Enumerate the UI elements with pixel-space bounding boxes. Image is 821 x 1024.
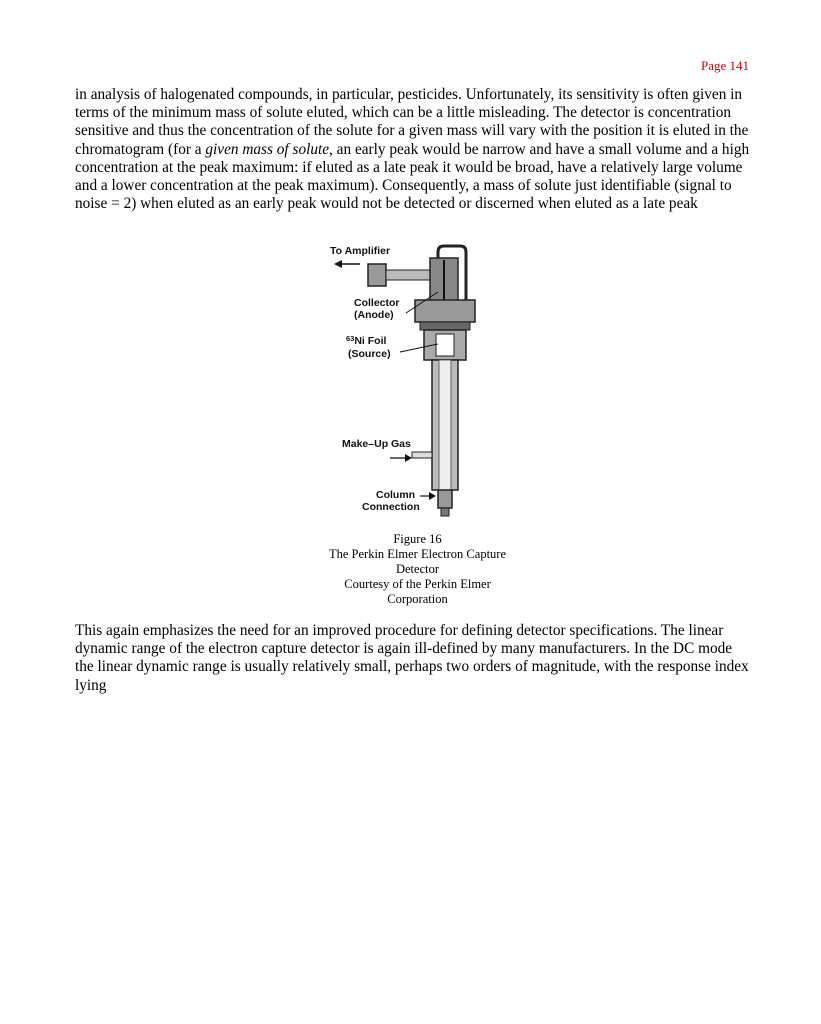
figure-caption bbox=[300, 532, 535, 607]
amplifier-arrowhead bbox=[334, 260, 342, 268]
label-collector: Collector bbox=[354, 297, 400, 309]
seal-plate bbox=[420, 322, 470, 330]
label-anode: (Anode) bbox=[354, 309, 394, 321]
clamp-block bbox=[415, 300, 475, 322]
caption-line-1: Figure 16 bbox=[393, 532, 442, 546]
label-ni-foil bbox=[346, 334, 387, 347]
paragraph-2: This again emphasizes the need for an improved procedure for defining detector specifications. The linear dynamic range of the electron capture detector is again ill-defined by many manufacturers. In the DC mode the linear dynamic range is usually relatively small, perhaps two orders of magnitude, with the response index lying bbox=[75, 622, 749, 694]
column-fitting bbox=[438, 490, 452, 508]
caption-line-5: Corporation bbox=[387, 592, 448, 606]
amplifier-connector bbox=[368, 264, 386, 286]
tube-bore bbox=[439, 360, 451, 490]
label-source: (Source) bbox=[348, 348, 391, 360]
detector-diagram bbox=[320, 240, 500, 530]
label-ni-foil-main: Ni Foil bbox=[354, 335, 387, 347]
caption-line-2: The Perkin Elmer Electron Capture bbox=[328, 547, 507, 561]
connector-arm bbox=[386, 270, 436, 280]
label-column: Column bbox=[376, 489, 416, 501]
makeup-arrowhead bbox=[405, 454, 412, 462]
label-makeup-gas: Make–Up Gas bbox=[342, 438, 411, 450]
makeup-gas-inlet bbox=[412, 452, 432, 458]
column-nut bbox=[441, 508, 449, 516]
paragraph-1-part-a: in analysis of halogenated compounds, in particular, pesticides. Unfortunately, its sensitivity is often given in terms of the minimum mass of solute eluted, which can be a little misleading. The detector is concentration sensitive and thus the concentration of the solute for a given mass will vary with the position it is eluted in the chromatogram (for a bbox=[75, 86, 749, 158]
paragraph-1-part-b: , an early peak would be narrow and have a small volume and a high concentration at the peak maximum: if eluted as a late peak it would be broad, have a relatively large volume and a lower concentration at the peak maximum). Consequently, a mass of solute just identifiable (signal to noise = 2) when eluted as an early peak would not be detected or discerned when eluted as a late peak bbox=[75, 140, 750, 213]
caption-line-4: Courtesy of the Perkin Elmer bbox=[344, 577, 491, 591]
page-number: Page 141 bbox=[700, 58, 749, 73]
paragraph-1 bbox=[75, 86, 751, 213]
paragraph-1-emphasis: given mass of solute bbox=[205, 140, 330, 158]
caption-line-3: Detector bbox=[395, 562, 440, 576]
label-to-amplifier: To Amplifier bbox=[330, 245, 391, 257]
label-ni-foil-sup: 63 bbox=[346, 334, 355, 343]
label-connection: Connection bbox=[362, 501, 420, 513]
ni-foil-chamber bbox=[436, 334, 454, 356]
detector-figure bbox=[320, 240, 500, 530]
column-arrowhead bbox=[429, 492, 436, 500]
